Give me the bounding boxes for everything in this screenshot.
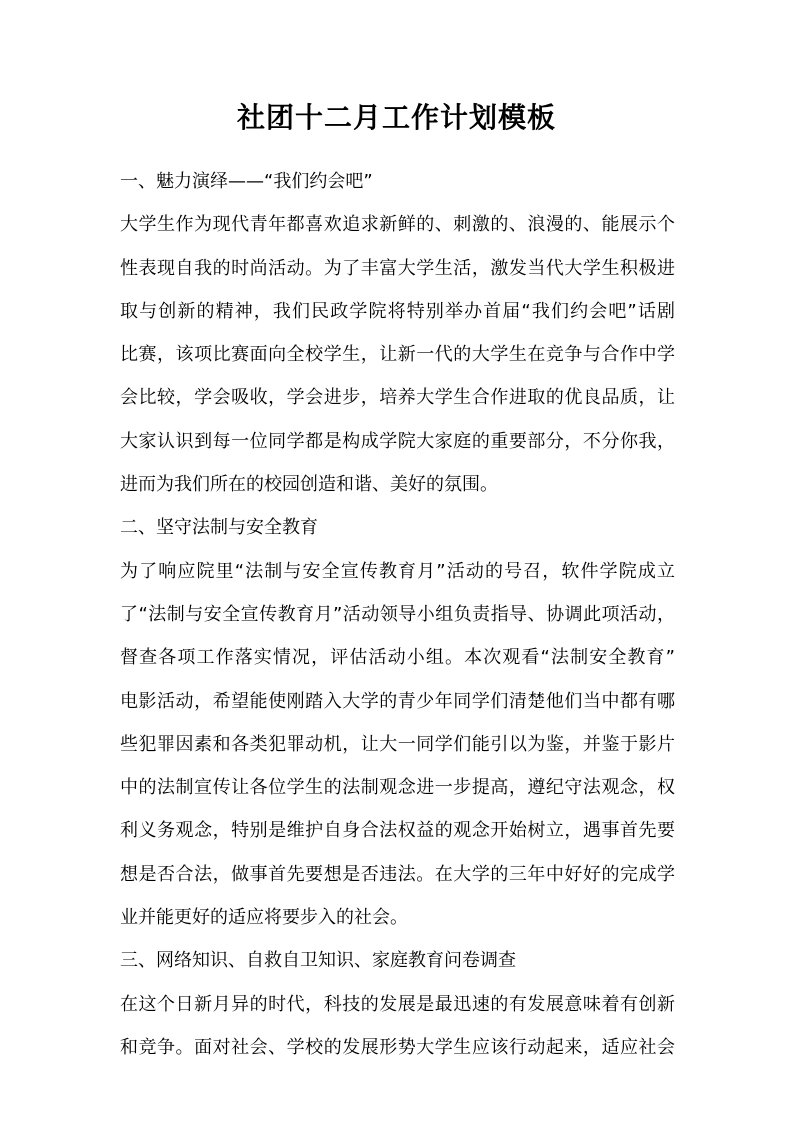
- section-heading-2: 二、坚守法制与安全教育: [120, 517, 318, 539]
- document-body: [120, 160, 675, 1069]
- paragraph-line: 会比较，学会吸收，学会进步，培养大学生合作进取的优良品质，让: [120, 387, 675, 409]
- paragraph-line: 大家认识到每一位同学都是构成学院大家庭的重要部分，不分你我，: [120, 430, 675, 452]
- paragraph-line: 了“法制与安全宣传教育月”活动领导小组负责指导、协调此项活动，: [120, 603, 675, 625]
- paragraph-line: 大学生作为现代青年都喜欢追求新鲜的、刺激的、浪漫的、能展示个: [120, 214, 675, 236]
- paragraph-line: 利义务观念，特别是维护自身合法权益的观念开始树立，遇事首先要: [120, 820, 675, 842]
- section-heading-3: 三、网络知识、自救自卫知识、家庭教育问卷调查: [120, 950, 516, 972]
- paragraph-line: 性表现自我的时尚活动。为了丰富大学生活，激发当代大学生积极进: [120, 257, 675, 279]
- paragraph-line: 电影活动，希望能使刚踏入大学的青少年同学们清楚他们当中都有哪: [120, 690, 675, 712]
- document-title: 社团十二月工作计划模板: [236, 101, 556, 134]
- paragraph-line: 和竞争。面对社会、学校的发展形势大学生应该行动起来，适应社会: [120, 1036, 675, 1058]
- paragraph-line: 想是否合法，做事首先要想是否违法。在大学的三年中好好的完成学: [120, 863, 675, 885]
- paragraph-line: 些犯罪因素和各类犯罪动机，让大一同学们能引以为鉴，并鉴于影片: [120, 733, 675, 755]
- paragraph-line: 业并能更好的适应将要步入的社会。: [120, 907, 408, 929]
- paragraph-line: 进而为我们所在的校园创造和谐、美好的氛围。: [120, 474, 498, 496]
- paragraph-line: 取与创新的精神，我们民政学院将特别举办首届“我们约会吧”话剧: [120, 300, 675, 322]
- paragraph-line: 督查各项工作落实情况，评估活动小组。本次观看“法制安全教育”: [120, 647, 675, 669]
- paragraph-line: 比赛，该项比赛面向全校学生，让新一代的大学生在竞争与合作中学: [120, 344, 675, 366]
- paragraph-line: 在这个日新月异的时代，科技的发展是最迅速的有发展意味着有创新: [120, 993, 675, 1015]
- paragraph-line: 为了响应院里“法制与安全宣传教育月”活动的号召，软件学院成立: [120, 560, 675, 582]
- paragraph-line: 中的法制宣传让各位学生的法制观念进一步提高，遵纪守法观念，权: [120, 777, 675, 799]
- section-heading-1: 一、魅力演绎——“我们约会吧”: [120, 171, 373, 192]
